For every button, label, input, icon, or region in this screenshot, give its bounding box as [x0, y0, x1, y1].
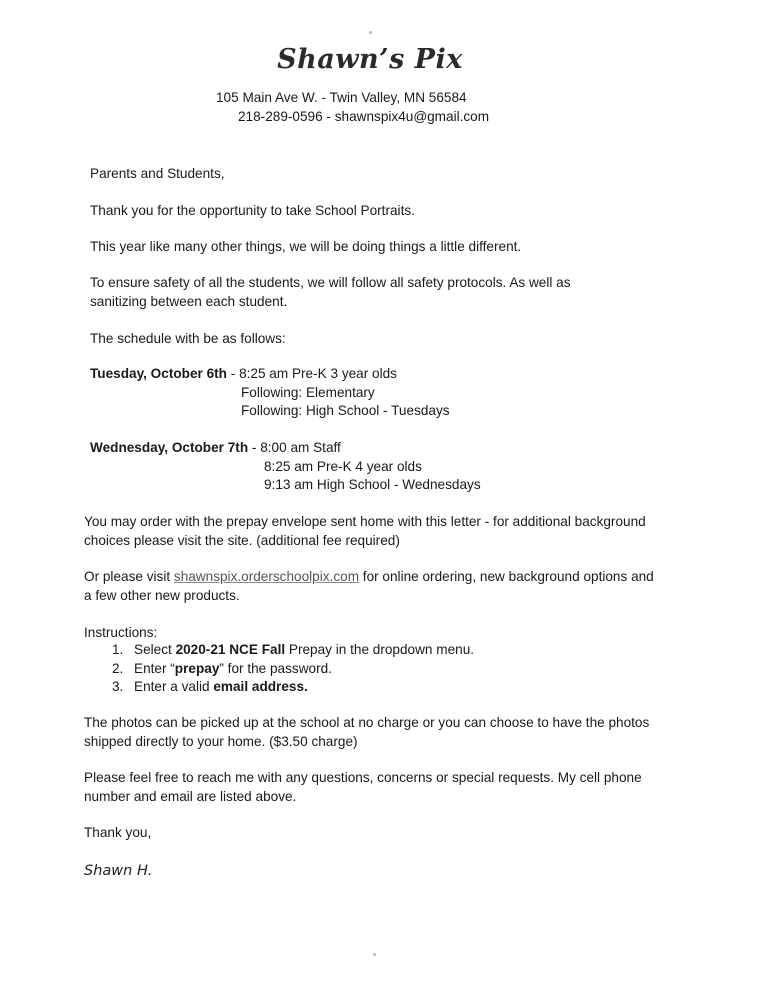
schedule-intro: The schedule with be as follows:: [90, 331, 286, 346]
instructions-heading: Instructions:: [84, 625, 158, 640]
instruction-bold: prepay: [174, 660, 220, 676]
contact-line-2: number and email are listed above.: [84, 789, 297, 804]
instruction-text: Prepay in the dropdown menu.: [285, 642, 475, 657]
safety-line-2: sanitizing between each student.: [90, 294, 288, 309]
pickup-line-1: The photos can be picked up at the school at no charge or you can choose to have the photos: [84, 715, 650, 730]
letterhead-address: 105 Main Ave W. - Twin Valley, MN 56584: [216, 90, 467, 105]
instruction-number: 3.: [112, 679, 124, 694]
instruction-item: [112, 641, 474, 660]
tuesday-date: Tuesday, October 6th: [90, 366, 227, 381]
greeting: Parents and Students,: [90, 166, 225, 181]
instruction-number: 2.: [112, 660, 124, 676]
contact-paragraph: [84, 768, 704, 806]
tuesday-slot-1: - 8:25 am Pre-K 3 year olds: [226, 366, 397, 381]
different-paragraph: This year like many other things, we will be doing things a little different.: [90, 239, 522, 254]
visit-line-2: a few other new products.: [84, 588, 240, 603]
safety-paragraph: [90, 273, 710, 311]
instructions-list: [112, 641, 474, 697]
instruction-bold: 2020-21 NCE Fall: [175, 642, 286, 657]
wednesday-slot-2: 8:25 am Pre-K 4 year olds: [264, 458, 422, 474]
signature: Shawn H.: [84, 863, 153, 879]
online-paragraph: [84, 567, 704, 605]
pickup-line-2: shipped directly to your home. ($3.50 charge): [84, 734, 358, 749]
prepay-line-2: choices please visit the site. (additional fee required): [84, 533, 400, 548]
wednesday-date: Wednesday, October 7th: [90, 440, 249, 455]
schedule-wednesday: [90, 439, 481, 495]
wednesday-slot-3: 9:13 am High School - Wednesdays: [264, 477, 481, 492]
instruction-item: [112, 660, 474, 679]
tuesday-slot-2: Following: Elementary: [241, 384, 375, 400]
instruction-text: ” for the password.: [219, 660, 332, 676]
schedule-tuesday: [90, 365, 450, 421]
thank-you: Thank you,: [84, 825, 152, 840]
thanks-paragraph: Thank you for the opportunity to take School Portraits.: [90, 203, 415, 218]
contact-line-1: Please feel free to reach me with any questions, concerns or special requests. My cell phone: [84, 770, 642, 785]
instruction-item: [112, 678, 474, 697]
visit-prefix: Or please visit: [84, 569, 174, 584]
order-site-link[interactable]: shawnspix.orderschoolpix.com: [173, 569, 360, 584]
prepay-line-1: You may order with the prepay envelope sent home with this letter - for additional background: [84, 514, 646, 529]
scan-speck: [369, 31, 372, 34]
instruction-bold: email address.: [213, 679, 308, 694]
prepay-paragraph: [84, 512, 704, 550]
scan-speck: [373, 953, 376, 956]
letterhead-title: Shawn’s Pix: [277, 44, 463, 75]
instruction-text: Enter a valid: [134, 679, 214, 694]
instruction-number: 1.: [112, 642, 124, 657]
instruction-text: Select: [134, 642, 176, 657]
safety-line-1: To ensure safety of all the students, we will follow all safety protocols. As well as: [90, 275, 571, 290]
wednesday-slot-1: - 8:00 am Staff: [248, 440, 341, 455]
instruction-text: Enter “: [134, 660, 175, 676]
pickup-paragraph: [84, 713, 704, 751]
visit-suffix: for online ordering, new background options and: [359, 569, 654, 584]
letterhead-contact: 218-289-0596 - shawnspix4u@gmail.com: [238, 109, 490, 124]
tuesday-slot-3: Following: High School - Tuesdays: [241, 403, 450, 418]
